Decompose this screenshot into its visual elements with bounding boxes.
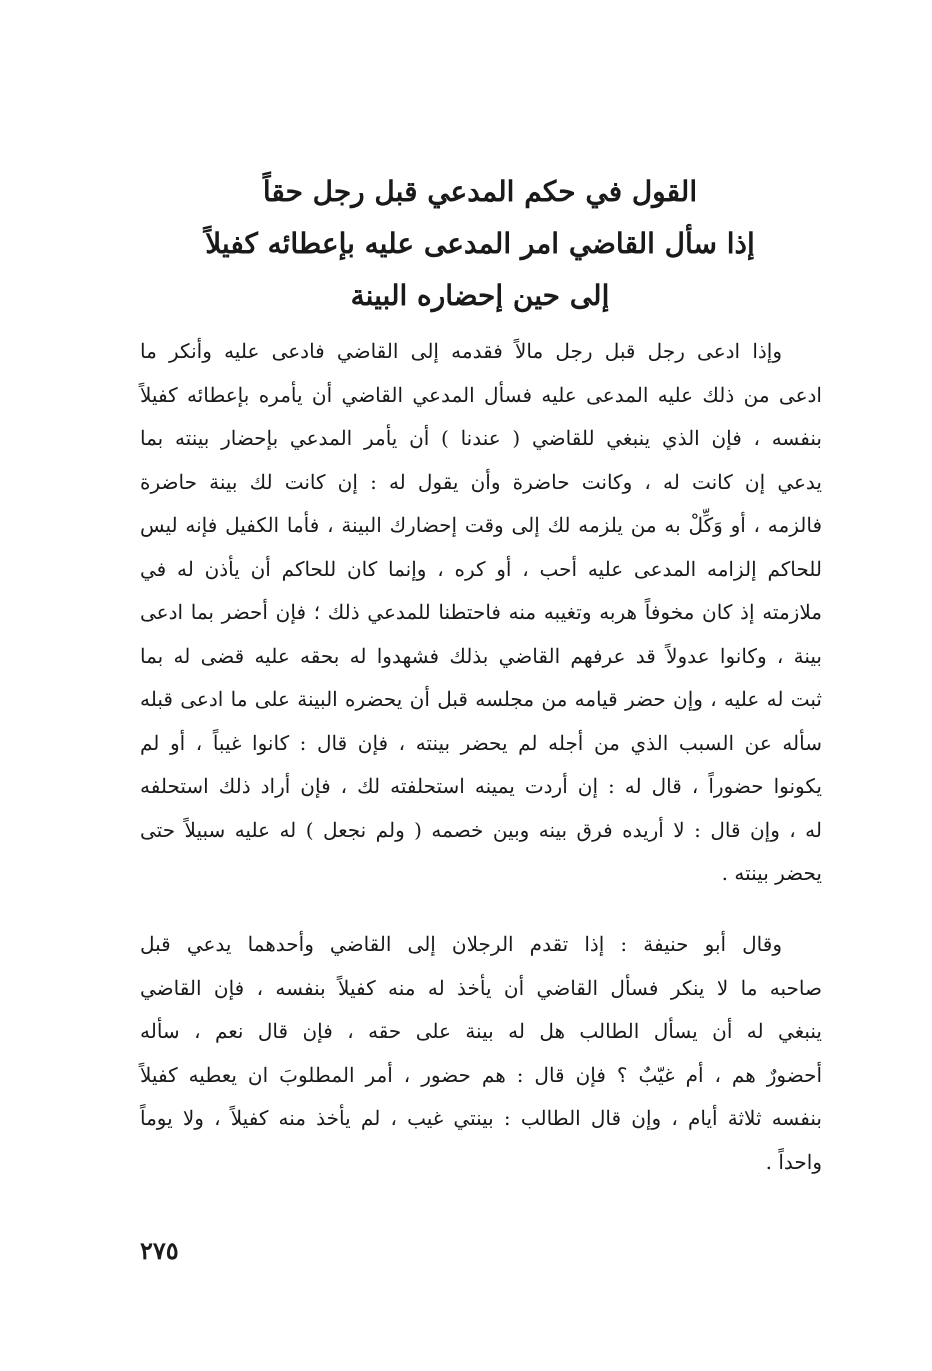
page-number: ٢٧٥ bbox=[140, 1236, 179, 1265]
paragraph-line: فالزمه ، أو وَكِّلْ به من يلزمه لك إلى وقت إحضارك البينة ، فأما الكفيل فإنه ليس bbox=[140, 513, 822, 537]
paragraph-line: بنفسه ثلاثة أيام ، وإن قال الطالب : بينتي غيب ، لم يأخذ منه كفيلاً ، ولا يوماً bbox=[140, 1106, 822, 1130]
paragraph-line: ثبت له عليه ، وإن حضر قيامه من مجلسه قبل أن يحضره البينة على ما ادعى قبله bbox=[140, 687, 822, 711]
paragraph-line: بنفسه ، فإن الذي ينبغي للقاضي ( عندنا ) أن يأمر المدعي بإحضار بينته بما bbox=[140, 426, 822, 450]
paragraph-line: واحداً . bbox=[765, 1149, 822, 1174]
paragraph-line: يحضر بينته . bbox=[721, 861, 822, 885]
paragraph-line: صاحبه ما لا ينكر فسأل القاضي أن يأخذ له منه كفيلاً بنفسه ، فإن القاضي bbox=[140, 975, 822, 1000]
paragraph-line: بينة ، وكانوا عدولاً قد عرفهم القاضي بذلك فشهدوا له بحقه عليه قضى له بما bbox=[140, 643, 822, 668]
paragraph-line: وقال أبو حنيفة : إذا تقدم الرجلان إلى القاضي وأحدهما يدعي قبل bbox=[140, 932, 782, 956]
paragraph-line: أحضورٌ هم ، أم غيّبٌ ؟ فإن قال : هم حضور ، أمر المطلوبَ ان يعطيه كفيلاً bbox=[140, 1062, 822, 1087]
paragraph-line: له ، وإن قال : لا أريده فرق بينه وبين خصمه ( ولم نجعل ) له عليه سبيلاً حتى bbox=[140, 817, 822, 842]
paragraph-line: للحاكم إلزامه المدعى عليه أحب ، أو كره ، وإنما كان للحاكم أن يأذن له في bbox=[140, 556, 822, 581]
heading-line-2: إذا سأل القاضي امر المدعى عليه بإعطائه كفيلاً bbox=[205, 227, 755, 260]
paragraph-line: ملازمته إذ كان مخوفاً هربه وتغيبه منه فاحتطنا للمدعي ذلك ؛ فإن أحضر بما ادعى bbox=[140, 600, 822, 624]
heading-line-1: القول في حكم المدعي قبل رجل حقاً bbox=[262, 175, 698, 208]
paragraph-line: سأله عن السبب الذي من أجله لم يحضر بينته ، فإن قال : كانوا غيباً ، أو لم bbox=[140, 730, 822, 755]
paragraph-line: ينبغي له أن يسأل الطالب هل له بينة على حقه ، فإن قال نعم ، سأله bbox=[140, 1019, 822, 1043]
paragraph-line: يكونوا حضوراً ، قال له : إن أردت يمينه استحلفته لك ، فإن أراد ذلك استحلفه bbox=[140, 774, 822, 798]
paragraph-1 bbox=[140, 330, 822, 896]
paragraph-line: وإذا ادعى رجل قبل رجل مالاً فقدمه إلى القاضي فادعى عليه وأنكر ما bbox=[140, 339, 782, 363]
paragraph-2 bbox=[140, 923, 822, 1184]
paragraph-line: ادعى من ذلك عليه المدعى عليه فسأل المدعي القاضي أن يأمره بإعطائه كفيلاً bbox=[140, 382, 822, 407]
chapter-heading bbox=[140, 166, 820, 322]
paragraph-line: يدعي إن كانت له ، وكانت حاضرة وأن يقول له : إن كانت لك بينة حاضرة bbox=[140, 469, 822, 494]
heading-line-3: إلى حين إحضاره البينة bbox=[350, 279, 610, 312]
